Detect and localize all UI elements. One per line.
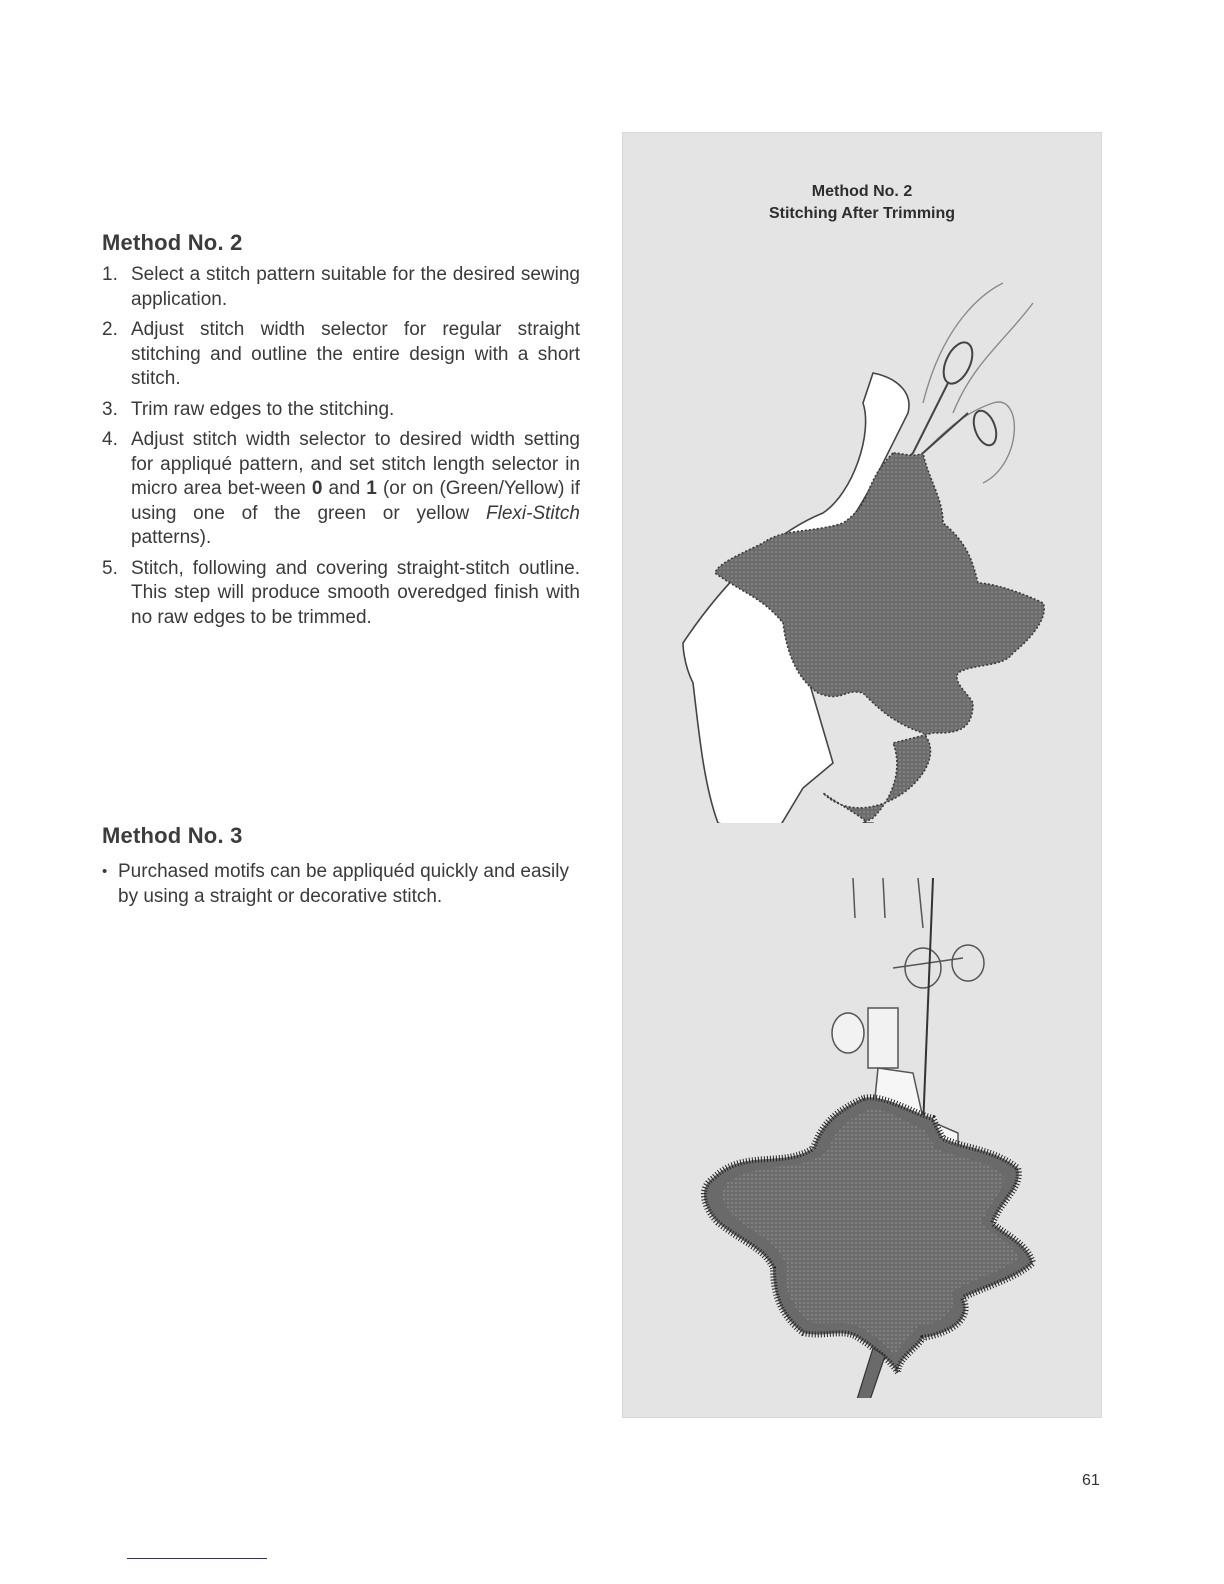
- step-1: 1. Select a stitch pattern suitable for the desired sewing application.: [102, 264, 580, 310]
- figure-caption-subtitle: Stitching After Trimming: [768, 205, 956, 222]
- bullet-icon: •: [102, 863, 108, 880]
- method-3-body: [102, 860, 580, 909]
- method-3-heading: Method No. 3: [102, 823, 243, 848]
- illustration-panel: [622, 132, 1102, 1418]
- page-number: 61: [1082, 1472, 1100, 1489]
- figure-caption-title: Method No. 2: [811, 183, 913, 200]
- step-5: 5. Stitch, following and covering straight-stitch outline. This step will produce smooth overedged finish with no raw edges to be trimmed.: [102, 557, 580, 628]
- step-4: 4. Adjust stitch width selector to desired width setting for appliqué pattern, and set stitch length selector in micro area bet-ween 0 and 1 (or on (Green/Yellow) if using one of the green or yellow Flexi-Stitch patterns).: [102, 429, 580, 548]
- footer-rule: [127, 1558, 267, 1559]
- step-2: 2. Adjust stitch width selector for regular straight stitching and outline the entire design with a short stitch.: [102, 319, 580, 389]
- leaf-motif-appliqued: [704, 1097, 1033, 1398]
- method-2-steps: [102, 263, 580, 636]
- method-3-bullet-item: • Purchased motifs can be appliquéd quickly and easily by using a straight or decorative stitch.: [102, 861, 569, 907]
- step-3: 3. Trim raw edges to the stitching.: [102, 398, 395, 420]
- trimming-illustration: [623, 263, 1101, 823]
- hand-icon: [923, 283, 1033, 483]
- presser-foot-illustration: [623, 878, 1101, 1398]
- method-2-heading: Method No. 2: [102, 230, 243, 255]
